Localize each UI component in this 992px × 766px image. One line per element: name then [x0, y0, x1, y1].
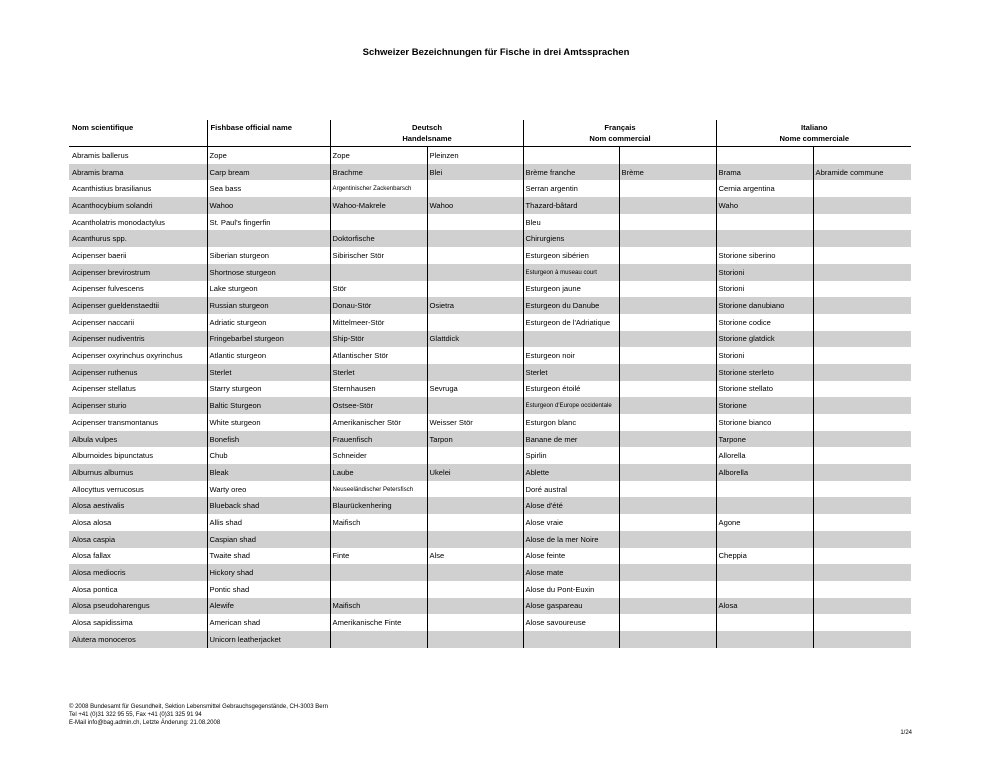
header-deutsch: Deutsch Handelsname	[330, 120, 523, 147]
italiano-alt-cell	[813, 581, 911, 598]
italiano-name-cell: Agone	[716, 514, 813, 531]
fishbase-name-cell: Sea bass	[207, 180, 330, 197]
francais-alt-cell	[619, 614, 716, 631]
italiano-alt-cell	[813, 598, 911, 615]
italiano-name-cell: Storione glatdick	[716, 331, 813, 348]
francais-name-cell: Esturgeon jaune	[523, 281, 619, 298]
italiano-name-cell: Storioni	[716, 347, 813, 364]
francais-alt-cell	[619, 564, 716, 581]
deutsch-name-cell: Neuseeländischer Petersfisch	[330, 481, 427, 498]
deutsch-name-cell: Laube	[330, 464, 427, 481]
italiano-name-cell	[716, 497, 813, 514]
scientific-name-cell: Acipenser stellatus	[72, 384, 136, 394]
table-header-row	[69, 120, 911, 147]
table-row	[69, 581, 911, 598]
deutsch-alt-cell	[427, 564, 523, 581]
italiano-name-cell: Storione bianco	[716, 414, 813, 431]
fishbase-name-cell: Allis shad	[207, 514, 330, 531]
table-row	[69, 497, 911, 514]
scientific-name-cell: Allocyttus verrucosus	[72, 484, 144, 494]
fishbase-name-cell: Atlantic sturgeon	[207, 347, 330, 364]
francais-name-cell: Esturgeon sibérien	[523, 247, 619, 264]
scientific-name-cell: Alburnoides bipunctatus	[72, 451, 154, 461]
fishbase-name-cell: Bleak	[207, 464, 330, 481]
table-row	[69, 197, 911, 214]
deutsch-name-cell: Ship-Stör	[330, 331, 427, 348]
table-row	[69, 180, 911, 197]
deutsch-name-cell: Sternhausen	[330, 381, 427, 398]
francais-name-cell: Esturgeon du Danube	[523, 297, 619, 314]
scientific-name-cell: Alosa mediocris	[69, 564, 207, 581]
deutsch-alt-cell	[427, 497, 523, 514]
scientific-name-cell: Acipenser nudiventris	[69, 331, 207, 348]
francais-alt-cell	[619, 147, 716, 164]
francais-alt-cell	[619, 431, 716, 448]
header-francais: Français Nom commercial	[523, 120, 716, 147]
deutsch-alt-cell	[427, 631, 523, 648]
italiano-alt-cell	[813, 548, 911, 565]
italiano-name-cell	[716, 614, 813, 631]
fishbase-name-cell: Twaite shad	[207, 548, 330, 565]
table-row	[69, 548, 911, 565]
table-row	[69, 281, 911, 298]
francais-alt-cell	[619, 180, 716, 197]
deutsch-alt-cell	[427, 447, 523, 464]
table-row	[69, 147, 911, 164]
italiano-alt-cell	[813, 314, 911, 331]
header-italiano: Italiano Nome commerciale	[716, 120, 911, 147]
francais-alt-cell	[619, 548, 716, 565]
francais-alt-cell	[619, 331, 716, 348]
italiano-name-cell	[716, 564, 813, 581]
francais-name-cell	[523, 631, 619, 648]
italiano-alt-cell	[813, 281, 911, 298]
deutsch-alt-cell	[427, 531, 523, 548]
italiano-name-cell	[716, 531, 813, 548]
francais-alt-cell	[619, 347, 716, 364]
footer-copyright: © 2008 Bundesamt für Gesundheit, Sektion Lebensmittel Gebrauchsgegenstände, CH-3003 Bern	[69, 704, 328, 710]
scientific-name-cell: Alosa pseudoharengus	[69, 598, 207, 615]
francais-name-cell: Esturgeon de l'Adriatique	[523, 314, 619, 331]
deutsch-name-cell: Doktorfische	[330, 230, 427, 247]
francais-alt-cell	[619, 247, 716, 264]
table-row	[69, 447, 911, 464]
italiano-alt-cell: Abramide commune	[813, 164, 911, 181]
francais-name-cell: Esturgeon à museau court	[523, 264, 619, 281]
deutsch-alt-cell: Tarpon	[427, 431, 523, 448]
italiano-alt-cell	[813, 214, 911, 231]
deutsch-name-cell	[330, 581, 427, 598]
italiano-alt-cell	[813, 247, 911, 264]
francais-alt-cell	[619, 531, 716, 548]
fishbase-name-cell: Starry sturgeon	[207, 381, 330, 398]
italiano-name-cell: Alosa	[716, 598, 813, 615]
italiano-alt-cell	[813, 331, 911, 348]
francais-alt-cell	[619, 397, 716, 414]
scientific-name-cell: Alosa alosa	[72, 517, 112, 527]
scientific-name-cell: Acanthocybium solandri	[69, 197, 207, 214]
fishbase-name-cell: Caspian shad	[207, 531, 330, 548]
fishbase-name-cell: Alewife	[207, 598, 330, 615]
table-row	[69, 214, 911, 231]
scientific-name-cell: Alosa aestivalis	[69, 497, 207, 514]
francais-alt-cell	[619, 598, 716, 615]
deutsch-alt-cell	[427, 281, 523, 298]
scientific-name-cell: Alburnus alburnus	[69, 464, 207, 481]
italiano-name-cell	[716, 147, 813, 164]
italiano-alt-cell	[813, 347, 911, 364]
deutsch-alt-cell	[427, 247, 523, 264]
francais-name-cell: Thazard-bâtard	[523, 197, 619, 214]
scientific-name-cell: Alosa fallax	[72, 551, 111, 561]
fishbase-name-cell: Adriatic sturgeon	[207, 314, 330, 331]
italiano-alt-cell	[813, 481, 911, 498]
deutsch-alt-cell	[427, 214, 523, 231]
deutsch-name-cell: Maifisch	[330, 598, 427, 615]
francais-name-cell: Chirurgiens	[523, 230, 619, 247]
table-row	[69, 347, 911, 364]
italiano-alt-cell	[813, 614, 911, 631]
scientific-name-cell: Acipenser transmontanus	[72, 417, 159, 427]
scientific-name-cell: Acipenser baerii	[72, 250, 127, 260]
italiano-name-cell: Cernia argentina	[716, 180, 813, 197]
deutsch-name-cell: Atlantischer Stör	[330, 347, 427, 364]
italiano-name-cell: Storione sterleto	[716, 364, 813, 381]
francais-name-cell: Alose du Pont-Euxin	[523, 581, 619, 598]
header-scientific-name: Nom scientifique	[69, 120, 207, 147]
table-row	[69, 464, 911, 481]
deutsch-name-cell: Sterlet	[330, 364, 427, 381]
italiano-name-cell	[716, 214, 813, 231]
deutsch-name-cell	[330, 214, 427, 231]
table-row	[69, 531, 911, 548]
deutsch-name-cell: Schneider	[330, 447, 427, 464]
francais-alt-cell	[619, 364, 716, 381]
italiano-alt-cell	[813, 264, 911, 281]
deutsch-name-cell	[330, 564, 427, 581]
deutsch-alt-cell: Pleinzen	[427, 147, 523, 164]
deutsch-alt-cell	[427, 230, 523, 247]
francais-alt-cell	[619, 281, 716, 298]
deutsch-alt-cell	[427, 514, 523, 531]
italiano-name-cell: Storione siberino	[716, 247, 813, 264]
fishbase-name-cell	[207, 230, 330, 247]
table-row	[69, 414, 911, 431]
deutsch-alt-cell: Sevruga	[427, 381, 523, 398]
italiano-name-cell: Waho	[716, 197, 813, 214]
table-row	[69, 297, 911, 314]
scientific-name-cell: Acanthurus spp.	[69, 230, 207, 247]
italiano-alt-cell	[813, 414, 911, 431]
francais-alt-cell	[619, 264, 716, 281]
francais-name-cell: Alose feinte	[523, 548, 619, 565]
fishbase-name-cell: Lake sturgeon	[207, 281, 330, 298]
scientific-name-cell: Acipenser ruthenus	[69, 364, 207, 381]
fishbase-name-cell: Russian sturgeon	[207, 297, 330, 314]
francais-name-cell: Alose savoureuse	[523, 614, 619, 631]
deutsch-alt-cell	[427, 581, 523, 598]
francais-alt-cell	[619, 464, 716, 481]
table-row	[69, 397, 911, 414]
francais-name-cell: Ablette	[523, 464, 619, 481]
deutsch-name-cell: Sibirischer Stör	[330, 247, 427, 264]
fishbase-name-cell: Chub	[207, 447, 330, 464]
fishbase-name-cell: Fringebarbel sturgeon	[207, 331, 330, 348]
deutsch-alt-cell: Blei	[427, 164, 523, 181]
deutsch-name-cell: Frauenfisch	[330, 431, 427, 448]
francais-alt-cell	[619, 214, 716, 231]
italiano-name-cell: Brama	[716, 164, 813, 181]
francais-name-cell: Serran argentin	[523, 180, 619, 197]
francais-name-cell: Esturgeon noir	[523, 347, 619, 364]
italiano-alt-cell	[813, 564, 911, 581]
italiano-name-cell: Tarpone	[716, 431, 813, 448]
deutsch-alt-cell: Glattdick	[427, 331, 523, 348]
deutsch-alt-cell	[427, 614, 523, 631]
deutsch-alt-cell	[427, 347, 523, 364]
italiano-name-cell: Storioni	[716, 264, 813, 281]
fishbase-name-cell: Blueback shad	[207, 497, 330, 514]
italiano-alt-cell	[813, 531, 911, 548]
italiano-alt-cell	[813, 381, 911, 398]
italiano-alt-cell	[813, 464, 911, 481]
footer-phone: Tel +41 (0)31 322 95 55, Fax +41 (0)31 325 91 94	[69, 711, 202, 718]
francais-alt-cell	[619, 197, 716, 214]
deutsch-name-cell: Donau-Stör	[330, 297, 427, 314]
document-title: Schweizer Bezeichnungen für Fische in drei Amtssprachen	[362, 47, 630, 58]
table-row	[69, 598, 911, 615]
deutsch-alt-cell	[427, 598, 523, 615]
scientific-name-cell: Acanthistius brasilianus	[72, 184, 152, 194]
deutsch-name-cell	[330, 264, 427, 281]
fishbase-name-cell: Carp bream	[207, 164, 330, 181]
fishbase-name-cell: Pontic shad	[207, 581, 330, 598]
italiano-alt-cell	[813, 197, 911, 214]
scientific-name-cell: Acipenser naccarii	[72, 317, 135, 327]
fishbase-name-cell: Warty oreo	[207, 481, 330, 498]
fishbase-name-cell: Bonefish	[207, 431, 330, 448]
table-row	[69, 364, 911, 381]
scientific-name-cell: Acipenser brevirostrum	[69, 264, 207, 281]
deutsch-alt-cell	[427, 264, 523, 281]
deutsch-name-cell: Amerikanischer Stör	[330, 414, 427, 431]
page-number: 1/24	[900, 730, 912, 736]
fishbase-name-cell: St. Paul's fingerfin	[207, 214, 330, 231]
scientific-name-cell: Acantholatris monodactylus	[72, 217, 165, 227]
francais-name-cell: Bleu	[523, 214, 619, 231]
francais-name-cell: Brème franche	[523, 164, 619, 181]
italiano-name-cell: Cheppia	[716, 548, 813, 565]
fishbase-name-cell: Wahoo	[207, 197, 330, 214]
italiano-alt-cell	[813, 147, 911, 164]
table-row	[69, 247, 911, 264]
francais-alt-cell: Brème	[619, 164, 716, 181]
francais-name-cell: Doré austral	[523, 481, 619, 498]
table-row	[69, 164, 911, 181]
francais-alt-cell	[619, 230, 716, 247]
italiano-name-cell: Allorella	[716, 447, 813, 464]
scientific-name-cell: Acipenser oxyrinchus oxyrinchus	[72, 351, 183, 361]
deutsch-name-cell	[330, 631, 427, 648]
deutsch-name-cell: Amerikanische Finte	[330, 614, 427, 631]
italiano-name-cell: Storione codice	[716, 314, 813, 331]
italiano-alt-cell	[813, 397, 911, 414]
deutsch-alt-cell: Osietra	[427, 297, 523, 314]
table-row	[69, 230, 911, 247]
italiano-name-cell: Alborella	[716, 464, 813, 481]
deutsch-alt-cell	[427, 364, 523, 381]
francais-alt-cell	[619, 497, 716, 514]
francais-alt-cell	[619, 514, 716, 531]
deutsch-alt-cell	[427, 481, 523, 498]
table-row	[69, 331, 911, 348]
fishbase-name-cell: Sterlet	[207, 364, 330, 381]
fishbase-name-cell: Zope	[207, 147, 330, 164]
italiano-alt-cell	[813, 230, 911, 247]
italiano-alt-cell	[813, 364, 911, 381]
scientific-name-cell: Acipenser gueldenstaedtii	[69, 297, 207, 314]
francais-name-cell	[523, 147, 619, 164]
deutsch-name-cell: Blaurückenhering	[330, 497, 427, 514]
francais-name-cell: Alose vraie	[523, 514, 619, 531]
deutsch-name-cell: Brachme	[330, 164, 427, 181]
francais-name-cell: Sterlet	[523, 364, 619, 381]
deutsch-alt-cell: Ukelei	[427, 464, 523, 481]
italiano-alt-cell	[813, 180, 911, 197]
francais-alt-cell	[619, 481, 716, 498]
francais-name-cell: Alose gaspareau	[523, 598, 619, 615]
francais-alt-cell	[619, 314, 716, 331]
italiano-alt-cell	[813, 497, 911, 514]
deutsch-alt-cell: Wahoo	[427, 197, 523, 214]
francais-name-cell: Alose de la mer Noire	[523, 531, 619, 548]
table-row	[69, 514, 911, 531]
deutsch-name-cell: Maifisch	[330, 514, 427, 531]
francais-alt-cell	[619, 414, 716, 431]
francais-alt-cell	[619, 631, 716, 648]
fishbase-name-cell: Baltic Sturgeon	[207, 397, 330, 414]
italiano-name-cell	[716, 581, 813, 598]
scientific-name-cell: Acipenser fulvescens	[72, 284, 144, 294]
francais-name-cell: Esturgon blanc	[523, 414, 619, 431]
table-row	[69, 314, 911, 331]
table-row	[69, 431, 911, 448]
italiano-name-cell: Storione danubiano	[716, 297, 813, 314]
deutsch-name-cell: Zope	[330, 147, 427, 164]
italiano-alt-cell	[813, 514, 911, 531]
italiano-name-cell	[716, 230, 813, 247]
francais-name-cell: Banane de mer	[523, 431, 619, 448]
francais-name-cell: Esturgeon étoilé	[523, 381, 619, 398]
table-row	[69, 614, 911, 631]
table-body	[69, 147, 911, 648]
table-row	[69, 481, 911, 498]
francais-name-cell: Alose mate	[523, 564, 619, 581]
francais-alt-cell	[619, 297, 716, 314]
italiano-name-cell	[716, 631, 813, 648]
fishbase-name-cell: Hickory shad	[207, 564, 330, 581]
fishbase-name-cell: Shortnose sturgeon	[207, 264, 330, 281]
francais-alt-cell	[619, 447, 716, 464]
scientific-name-cell: Alosa pontica	[72, 584, 118, 594]
italiano-name-cell: Storione stellato	[716, 381, 813, 398]
deutsch-name-cell: Mittelmeer-Stör	[330, 314, 427, 331]
scientific-name-cell: Abramis brama	[69, 164, 207, 181]
italiano-name-cell: Storione	[716, 397, 813, 414]
deutsch-alt-cell	[427, 397, 523, 414]
italiano-name-cell: Storioni	[716, 281, 813, 298]
francais-name-cell: Esturgeon d'Europe occidentale	[523, 397, 619, 414]
deutsch-name-cell: Argentinischer Zackenbarsch	[330, 180, 427, 197]
francais-alt-cell	[619, 581, 716, 598]
italiano-alt-cell	[813, 447, 911, 464]
table-row	[69, 381, 911, 398]
table-row	[69, 564, 911, 581]
italiano-alt-cell	[813, 431, 911, 448]
scientific-name-cell: Acipenser sturio	[69, 397, 207, 414]
header-fishbase-name: Fishbase official name	[207, 120, 330, 147]
deutsch-alt-cell: Weisser Stör	[427, 414, 523, 431]
fishbase-name-cell: Unicorn leatherjacket	[207, 631, 330, 648]
scientific-name-cell: Abramis ballerus	[72, 150, 129, 160]
fishbase-name-cell: White sturgeon	[207, 414, 330, 431]
italiano-alt-cell	[813, 631, 911, 648]
scientific-name-cell: Alosa sapidissima	[72, 618, 133, 628]
francais-alt-cell	[619, 381, 716, 398]
table-row	[69, 264, 911, 281]
deutsch-name-cell: Ostsee-Stör	[330, 397, 427, 414]
footer-email: E-Mail info@bag.admin.ch, Letzte Änderung: 21.08.2008	[69, 719, 221, 726]
deutsch-name-cell: Finte	[330, 548, 427, 565]
footer	[69, 704, 328, 727]
deutsch-alt-cell	[427, 180, 523, 197]
table-row	[69, 631, 911, 648]
francais-name-cell	[523, 331, 619, 348]
francais-name-cell: Spirlin	[523, 447, 619, 464]
scientific-name-cell: Alosa caspia	[69, 531, 207, 548]
italiano-name-cell	[716, 481, 813, 498]
francais-name-cell: Alose d'été	[523, 497, 619, 514]
scientific-name-cell: Alutera monoceros	[69, 631, 207, 648]
deutsch-name-cell: Stör	[330, 281, 427, 298]
fish-names-table	[69, 120, 911, 648]
scientific-name-cell: Albula vulpes	[69, 431, 207, 448]
fishbase-name-cell: American shad	[207, 614, 330, 631]
deutsch-name-cell	[330, 531, 427, 548]
italiano-alt-cell	[813, 297, 911, 314]
deutsch-alt-cell: Alse	[427, 548, 523, 565]
fishbase-name-cell: Siberian sturgeon	[207, 247, 330, 264]
deutsch-name-cell: Wahoo-Makrele	[330, 197, 427, 214]
deutsch-alt-cell	[427, 314, 523, 331]
